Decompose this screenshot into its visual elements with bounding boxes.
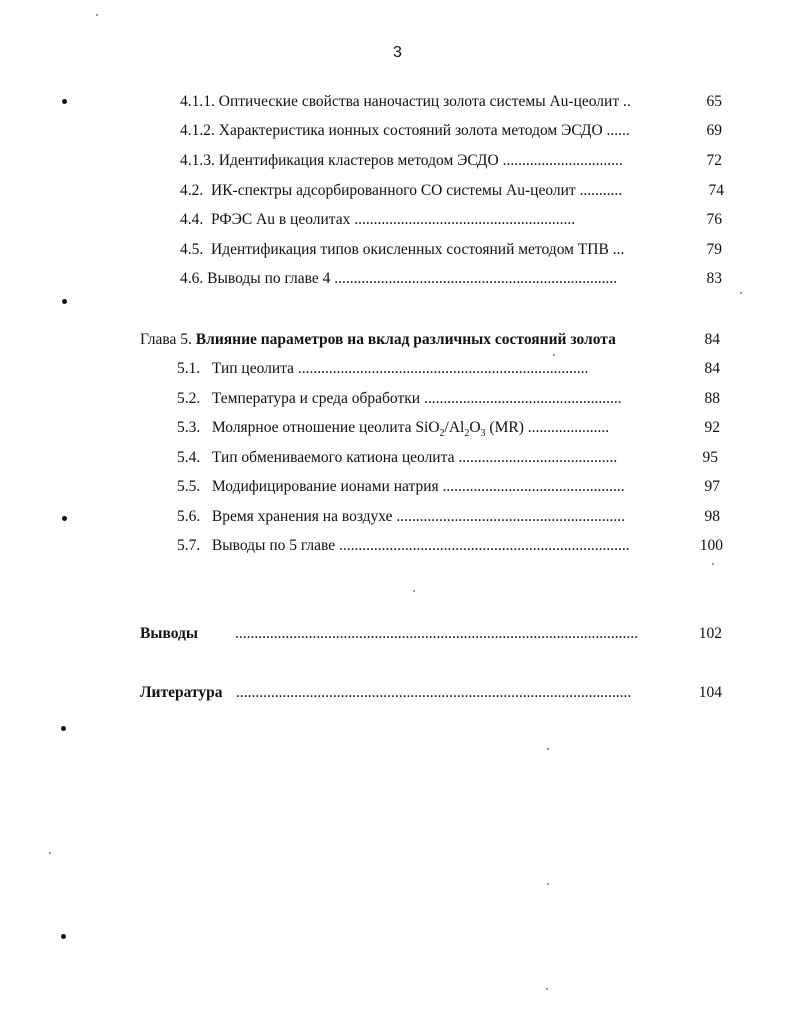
toc-entry-4-6 <box>180 269 722 289</box>
scan-speck <box>712 563 714 565</box>
toc-entry-5-6 <box>177 507 720 527</box>
scan-speck <box>49 852 51 854</box>
toc-entry-number: 5.6. <box>177 508 201 525</box>
toc-entry-title: Модифицирование ионами натрия ............................................... <box>211 478 625 495</box>
toc-entry-title: Выводы по главе 4 ......................................................................... <box>207 270 618 287</box>
toc-entry-page: 95 <box>702 449 718 466</box>
toc-entry-4-1-1 <box>180 92 722 112</box>
toc-entry-5-2 <box>177 389 720 409</box>
toc-entry-number: 4.5. <box>180 241 204 258</box>
toc-leader-dots: ........................................................................................................ <box>235 625 638 642</box>
scan-speck <box>740 292 742 294</box>
toc-entry-number: 5.2. <box>177 390 201 407</box>
binding-mark <box>62 516 67 521</box>
toc-entry-text <box>177 448 617 468</box>
toc-entry-number: 5.3. <box>177 419 201 436</box>
toc-entry-5-4 <box>177 448 718 468</box>
toc-entry-text <box>140 330 616 350</box>
toc-entry-5-3 <box>177 418 720 440</box>
toc-entry-number: 5.1. <box>177 360 201 377</box>
toc-entry-number: 4.1.3. <box>180 152 215 169</box>
toc-entry-text <box>177 418 609 444</box>
toc-entry-page: 92 <box>704 419 720 436</box>
toc-entry-4-1-2 <box>180 121 722 141</box>
toc-entry-text <box>177 477 625 497</box>
toc-entry-title: Выводы по 5 главе ........................................................................... <box>211 537 630 554</box>
toc-entry-title: Тип цеолита ........................................................................... <box>211 360 589 377</box>
toc-entry-page: 84 <box>704 360 720 377</box>
toc-entry-text <box>177 359 589 379</box>
toc-entry-text <box>180 151 623 171</box>
binding-mark <box>62 99 67 104</box>
toc-entry-4-5 <box>180 240 722 260</box>
toc-entry-page: 97 <box>704 478 720 495</box>
toc-literature <box>140 683 722 703</box>
toc-chapter-title: Влияние параметров на вклад различных состояний золота <box>195 331 616 348</box>
toc-entry-page: 84 <box>704 331 720 348</box>
toc-entry-title: Температура и среда обработки ................................................... <box>211 390 622 407</box>
toc-entry-page: 76 <box>706 211 722 228</box>
toc-entry-4-2 <box>180 181 724 201</box>
toc-entry-number: 5.5. <box>177 478 201 495</box>
toc-entry-page: 72 <box>706 152 722 169</box>
toc-entry-page: 69 <box>706 122 722 139</box>
toc-entry-text <box>177 389 622 409</box>
toc-entry-number: 4.2. <box>180 182 204 199</box>
toc-chapter-prefix: Глава 5. <box>140 331 192 348</box>
binding-mark <box>61 934 66 939</box>
scan-speck <box>546 988 548 990</box>
toc-entry-text <box>180 210 575 230</box>
toc-entry-number: 4.4. <box>180 211 204 228</box>
toc-entry-5-7 <box>177 536 723 556</box>
toc-entry-title: РФЭС Au в цеолитах ......................................................... <box>211 211 576 228</box>
toc-entry-page: 100 <box>699 537 723 554</box>
toc-entry-title: Идентификация типов окисленных состояний методом ТПВ ... <box>211 241 625 258</box>
toc-entry-title: Молярное отношение цеолита $SiO_2/Al_2O_3$ (MR) ..................... <box>211 419 610 440</box>
toc-entry-number: 5.4. <box>177 449 201 466</box>
toc-literature-title: Литература <box>140 684 223 701</box>
toc-chapter-5 <box>140 330 720 350</box>
toc-entry-title: Оптические свойства наночастиц золота системы Au-цеолит .. <box>218 93 631 110</box>
toc-entry-page: 83 <box>706 270 722 287</box>
toc-entry-page: 79 <box>706 241 722 258</box>
toc-entry-number: 4.1.1. <box>180 93 215 110</box>
toc-entry-page: 98 <box>704 508 720 525</box>
toc-entry-text <box>180 92 631 112</box>
toc-entry-number: 4.1.2. <box>180 122 215 139</box>
toc-entry-number: 5.7. <box>177 537 201 554</box>
toc-entry-5-1 <box>177 359 720 379</box>
toc-entry-title: ИК-спектры адсорбированного CO системы Au-цеолит ........... <box>211 182 623 199</box>
toc-entry-4-4 <box>180 210 722 230</box>
toc-entry-5-5 <box>177 477 720 497</box>
toc-entry-title: Время хранения на воздухе ........................................................... <box>211 508 626 525</box>
toc-entry-page: 104 <box>698 684 722 701</box>
toc-entry-page: 88 <box>704 390 720 407</box>
toc-entry-text <box>177 536 630 556</box>
toc-entry-title: Тип обмениваемого катиона цеолита ......................................... <box>211 449 618 466</box>
scan-speck <box>547 748 549 750</box>
toc-leader-dots: ...................................................................................................... <box>236 684 632 701</box>
scan-speck <box>413 590 415 592</box>
toc-entry-text <box>180 240 624 260</box>
toc-conclusions-title: Выводы <box>140 625 198 642</box>
toc-conclusions <box>140 624 722 644</box>
binding-mark <box>62 299 67 304</box>
scan-speck <box>547 883 549 885</box>
page-number: 3 <box>393 44 402 61</box>
toc-entry-text <box>180 269 617 289</box>
binding-mark <box>61 726 66 731</box>
toc-entry-title: Характеристика ионных состояний золота методом ЭСДО ...... <box>218 122 630 139</box>
toc-entry-4-1-3 <box>180 151 722 171</box>
scan-speck <box>553 354 555 356</box>
toc-entry-page: 74 <box>708 182 724 199</box>
toc-entry-number: 4.6. <box>180 270 204 287</box>
toc-entry-title: Идентификация кластеров методом ЭСДО ............................... <box>218 152 623 169</box>
toc-entry-text <box>177 507 625 527</box>
toc-entry-text <box>180 121 630 141</box>
toc-entry-page: 65 <box>706 93 722 110</box>
scan-speck <box>96 14 98 16</box>
toc-entry-page: 102 <box>698 625 722 642</box>
toc-entry-text <box>180 181 622 201</box>
